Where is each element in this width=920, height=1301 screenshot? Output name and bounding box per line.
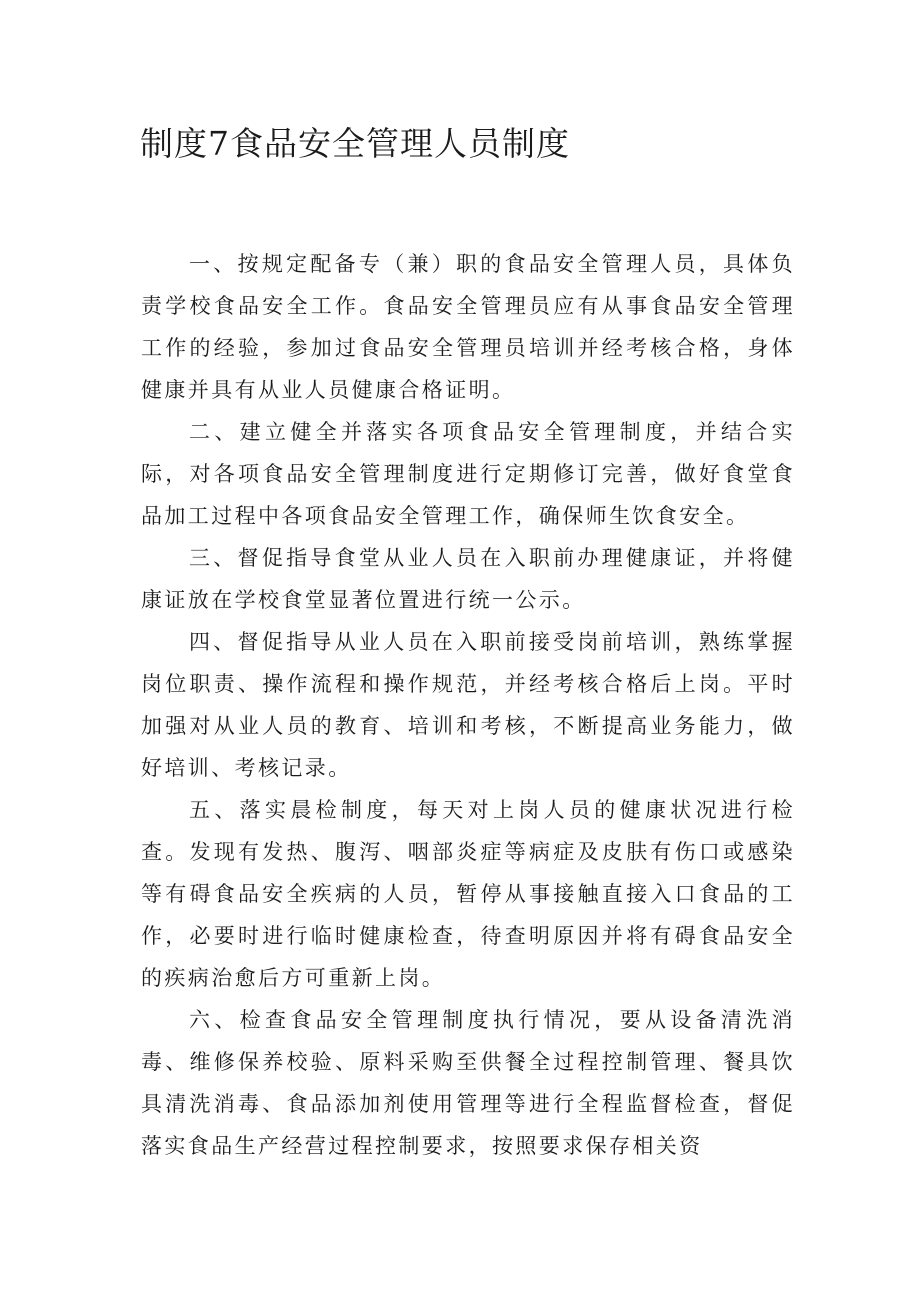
document-body [141,243,795,1167]
paragraph-1: 一、按规定配备专（兼）职的食品安全管理人员，具体负责学校食品安全工作。食品安全管理员应有从事食品安全管理工作的经验，参加过食品安全管理员培训并经考核合格，身体健康并具有从业人员健康合格证明。 [141,252,795,402]
paragraph-5: 五、落实晨检制度，每天对上岗人员的健康状况进行检查。发现有发热、腹泻、咽部炎症等病症及皮肤有伤口或感染等有碍食品安全疾病的人员，暂停从事接触直接入口食品的工作，必要时进行临时健康检查，待查明原因并将有碍食品安全的疾病治愈后方可重新上岗。 [141,798,795,990]
paragraph-2: 二、建立健全并落实各项食品安全管理制度，并结合实际，对各项食品安全管理制度进行定期修订完善，做好食堂食品加工过程中各项食品安全管理工作，确保师生饮食安全。 [141,420,795,528]
document-title: 制度7食品安全管理人员制度 [140,124,570,163]
paragraph-6: 六、检查食品安全管理制度执行情况，要从设备清洗消毒、维修保养校验、原料采购至供餐全过程控制管理、餐具饮具清洗消毒、食品添加剂使用管理等进行全程监督检查，督促落实食品生产经营过程控制要求，按照要求保存相关资 [141,1008,795,1158]
paragraph-4: 四、督促指导从业人员在入职前接受岗前培训，熟练掌握岗位职责、操作流程和操作规范，并经考核合格后上岗。平时加强对从业人员的教育、培训和考核，不断提高业务能力，做好培训、考核记录。 [141,630,795,780]
paragraph-3: 三、督促指导食堂从业人员在入职前办理健康证，并将健康证放在学校食堂显著位置进行统一公示。 [141,546,795,612]
